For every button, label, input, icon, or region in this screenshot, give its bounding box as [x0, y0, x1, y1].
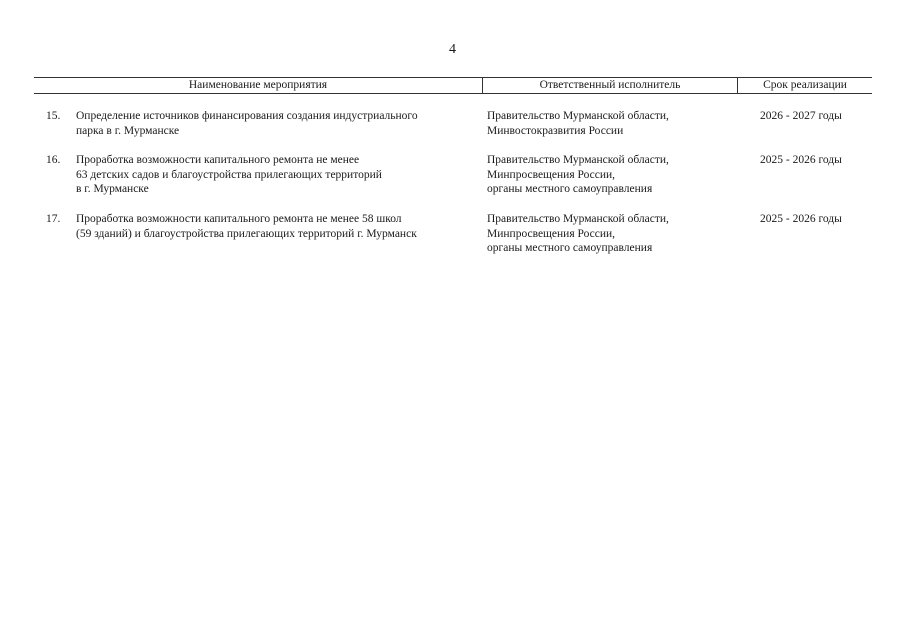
row-term: 2025 - 2026 годы: [760, 213, 842, 225]
header-name: Наименование мероприятия: [188, 79, 328, 91]
row-term: 2026 - 2027 годы: [760, 110, 842, 122]
header-executor: Ответственный исполнитель: [539, 79, 681, 91]
row-executor: Правительство Мурманской области, Минвостокразвития России: [487, 110, 669, 137]
row-number: 17.: [46, 213, 61, 225]
row-name: Проработка возможности капитального ремонта не менее 63 детских садов и благоустройства прилегающих территорий в г. Мурманске: [76, 154, 382, 195]
row-term: 2025 - 2026 годы: [760, 154, 842, 166]
row-name: Определение источников финансирования создания индустриального парка в г. Мурманске: [76, 110, 418, 137]
page-number: 4: [449, 42, 456, 57]
row-name: Проработка возможности капитального ремонта не менее 58 школ (59 зданий) и благоустройства прилегающих территорий г. Мурманск: [76, 213, 417, 240]
header-term: Срок реализации: [763, 79, 847, 91]
row-executor: Правительство Мурманской области, Минпросвещения России, органы местного самоуправления: [487, 154, 669, 195]
row-executor: Правительство Мурманской области, Минпросвещения России, органы местного самоуправления: [487, 213, 669, 254]
row-number: 15.: [46, 110, 61, 122]
table-header: [34, 77, 872, 94]
row-number: 16.: [46, 154, 61, 166]
